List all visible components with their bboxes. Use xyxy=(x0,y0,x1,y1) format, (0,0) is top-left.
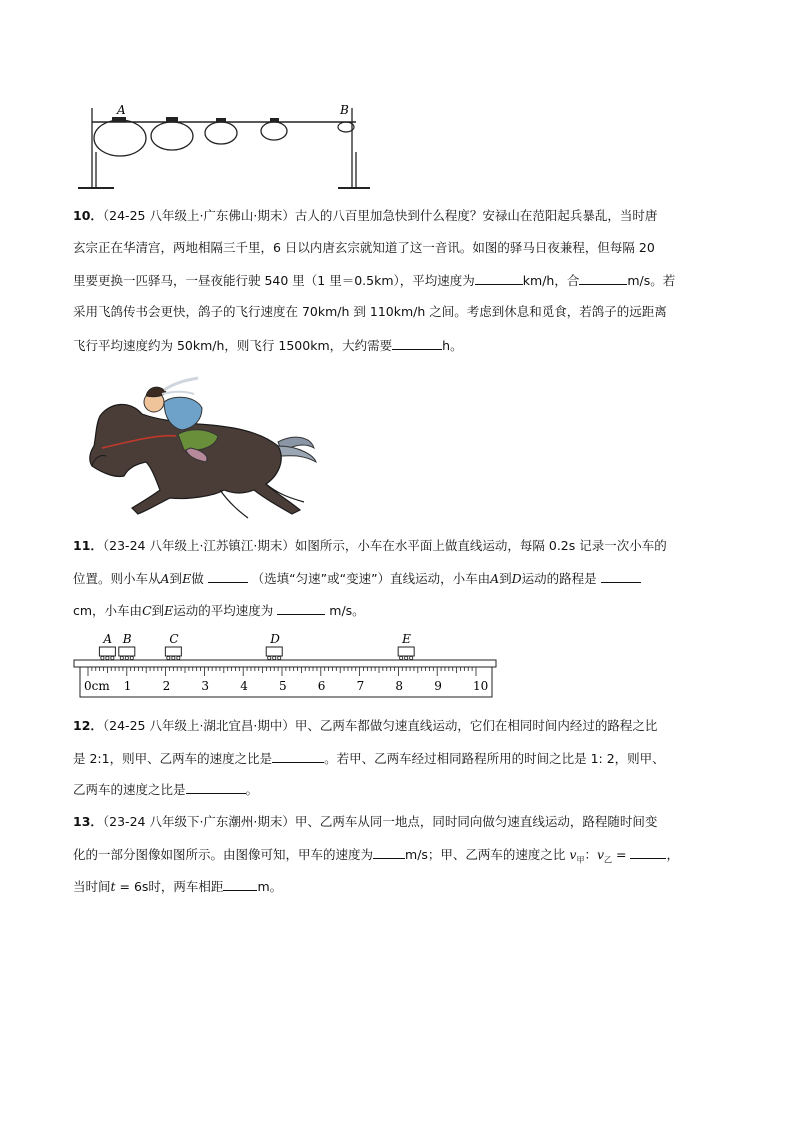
q10-line-3: 里要更换一匹驿马，一昼夜能行驶 540 里（1 里＝0.5km），平均速度为 km/h，合 m/s。若 xyxy=(73,273,676,288)
ruler-tick-label: 2 xyxy=(162,679,171,693)
ruler-tick-label: 6 xyxy=(317,679,326,693)
car-label: E xyxy=(402,632,411,646)
ruler-tick-label: 9 xyxy=(434,679,442,693)
horse-rider-illustration xyxy=(78,372,323,522)
q13-line-1: 13．（23-24 八年级下·广东潮州·期末）甲、乙两车从同一地点，同时同向做匀速直线运动，路程随时间变 xyxy=(73,814,658,829)
label-a: A xyxy=(117,103,126,117)
answer-blank-distance-apart[interactable] xyxy=(223,878,257,891)
q11-line-2: 位置。则小车从A到E做 （选填“匀速”或“变速”）直线运动，小车由A到D运动的路程是 xyxy=(73,570,641,587)
answer-blank-distance[interactable] xyxy=(601,570,641,583)
car-b xyxy=(119,632,135,660)
answer-blank-speed-jia[interactable] xyxy=(373,846,405,859)
q12-line-1: 12．（24-25 八年级上·湖北宜昌·期中）甲、乙两车都做匀速直线运动，它们在相同时间内经过的路程之比 xyxy=(73,718,658,733)
answer-blank-speed-ratio-2[interactable] xyxy=(186,781,246,794)
ruler-tick-label: 10 xyxy=(473,679,489,693)
answer-blank-velocity-ratio[interactable] xyxy=(630,846,666,859)
car-a xyxy=(99,632,115,660)
q13-source: （23-24 八年级下·广东潮州·期末） xyxy=(102,814,295,829)
q13-number: 13． xyxy=(73,814,103,829)
ruler-figure xyxy=(72,630,500,700)
car-label: C xyxy=(169,632,179,646)
q11-number: 11． xyxy=(73,538,103,553)
q10-line-5: 飞行平均速度约为 50km/h，则飞行 1500km，大约需要 h。 xyxy=(73,338,463,353)
ruler-tick-label: 8 xyxy=(395,679,404,693)
q12-source: （24-25 八年级上·湖北宜昌·期中） xyxy=(102,718,295,733)
car-label: D xyxy=(270,632,280,646)
q10-line-1: 10．（24-25 八年级上·广东佛山·期末）古人的八百里加急快到什么程度？安禄山在范阳起兵暴乱，当时唐 xyxy=(73,208,658,223)
label-b: B xyxy=(340,103,349,117)
q12-line-2: 是 2:1，则甲、乙两车的速度之比是 。若甲、乙两车经过相同路程所用的时间之比是 1: 2，则甲、 xyxy=(73,751,665,766)
answer-blank-hours[interactable] xyxy=(392,337,442,350)
balloon-frame-figure xyxy=(70,102,370,192)
car-c xyxy=(165,632,181,660)
ruler-tick-label: 3 xyxy=(201,679,210,693)
q12-line-3: 乙两车的速度之比是 。 xyxy=(73,782,259,797)
answer-blank-speed-ratio-1[interactable] xyxy=(272,750,324,763)
q12-number: 12． xyxy=(73,718,103,733)
q13-line-3: 当时间t = 6s时，两车相距 m。 xyxy=(73,879,283,894)
q10-source: （24-25 八年级上·广东佛山·期末） xyxy=(102,208,295,223)
q11-source: （23-24 八年级上·江苏镇江·期末） xyxy=(102,538,295,553)
q10-line-2: 玄宗正在华清宫，两地相隔三千里，6 日以内唐玄宗就知道了这一音讯。如图的驿马日夜兼程，但每隔 20 xyxy=(73,240,655,255)
q10-number: 10． xyxy=(73,208,103,223)
answer-blank-speed-ms[interactable] xyxy=(579,272,627,285)
ruler-tick-label: 0cm xyxy=(84,679,110,693)
answer-blank-avg-speed[interactable] xyxy=(277,602,325,615)
ruler-tick-label: 1 xyxy=(123,679,132,693)
q10-line-4: 采用飞鸽传书会更快，鸽子的飞行速度在 70km/h 到 110km/h 之间。考虑到休息和觅食，若鸽子的远距离 xyxy=(73,304,667,319)
q13-line-2: 化的一部分图像如图所示。由图像可知，甲车的速度为 m/s；甲、乙两车的速度之比 $v_甲$：$v_乙$ = ， xyxy=(73,847,679,865)
car-d xyxy=(266,632,282,660)
ruler-tick-label: 4 xyxy=(240,679,248,693)
car-label: B xyxy=(122,632,132,646)
ruler-tick-label: 7 xyxy=(356,679,365,693)
car-label: A xyxy=(103,632,113,646)
car-e xyxy=(398,632,414,660)
ruler-tick-label: 5 xyxy=(279,679,287,693)
answer-blank-motion-type[interactable] xyxy=(208,570,248,583)
answer-blank-speed-kmh[interactable] xyxy=(475,272,523,285)
q11-line-1: 11．（23-24 八年级上·江苏镇江·期末）如图所示，小车在水平面上做直线运动，每隔 0.2s 记录一次小车的 xyxy=(73,538,667,553)
q11-line-3: cm，小车由C到E运动的平均速度为 m/s。 xyxy=(73,603,365,618)
